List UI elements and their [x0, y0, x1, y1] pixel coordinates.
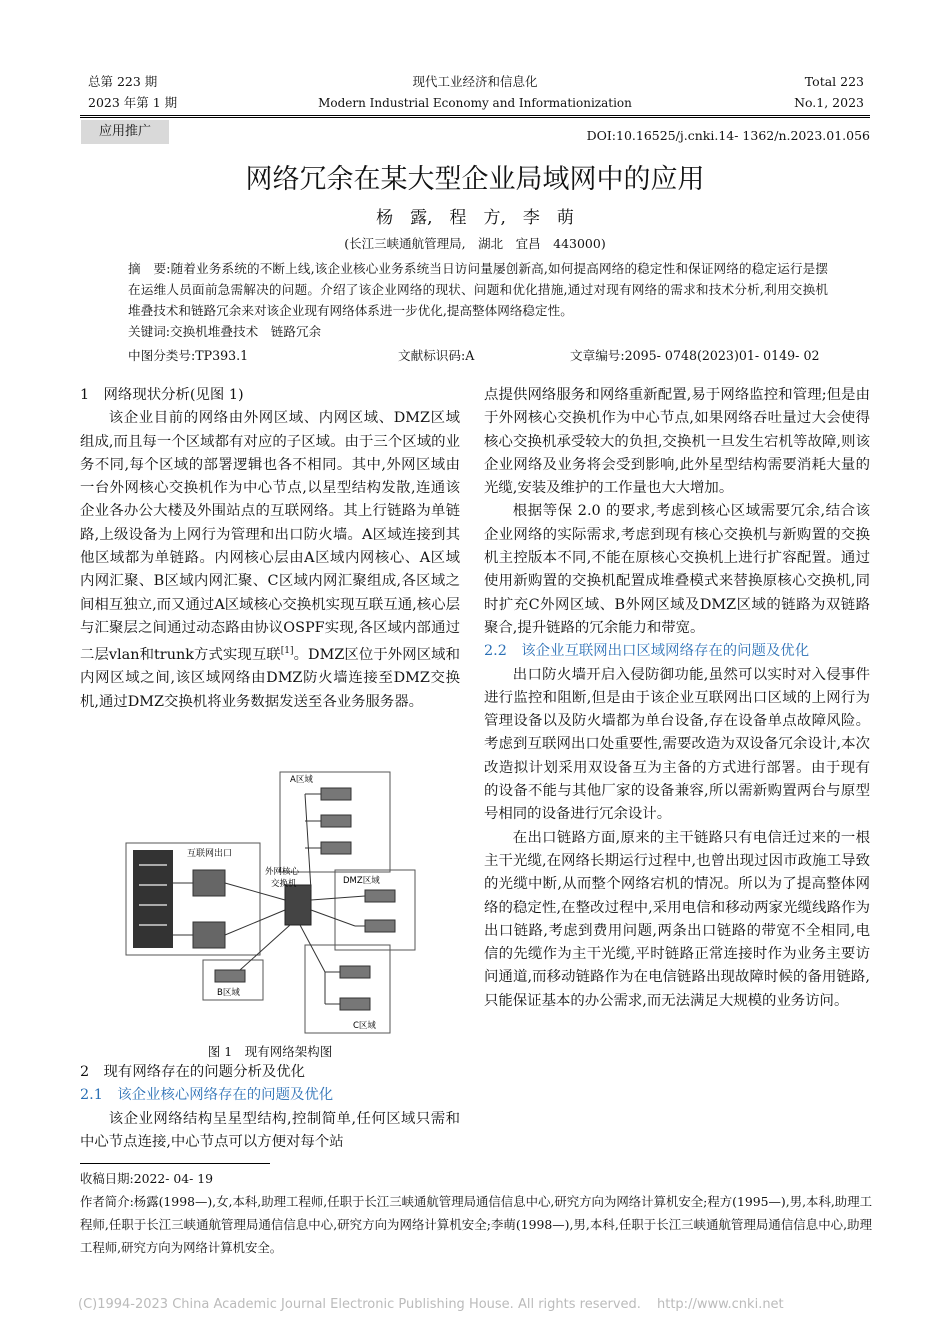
received-date: 收稿日期:2022- 04- 19: [80, 1171, 214, 1186]
journal-name-en: Modern Industrial Economy and Informationization: [318, 96, 632, 110]
section-1-heading: 1 网络现状分析(见图 1): [80, 387, 244, 403]
doi: DOI:10.16525/j.cnki.14- 1362/n.2023.01.056: [586, 128, 870, 143]
switch-icon-c2: [340, 998, 370, 1010]
footnote-rule: [80, 1163, 270, 1164]
header-rule: [80, 115, 870, 116]
journal-name-cn: 现代工业经济和信息化: [412, 74, 538, 89]
network-diagram: [125, 770, 470, 1040]
left-column-lower: [80, 1061, 460, 1154]
keywords: 关键词:交换机堆叠技术 链路冗余: [128, 324, 322, 339]
internet-exit-label: 互联网出口: [187, 849, 233, 859]
section-2-heading: 2 现有网络存在的问题分析及优化: [80, 1064, 306, 1080]
switch-icon-dmz2: [365, 920, 395, 932]
firewall-icon-2: [193, 922, 225, 948]
switch-icon-c1: [340, 966, 370, 978]
article-affiliation: (长江三峡通航管理局, 湖北 宜昌 443000): [344, 236, 606, 251]
section-2-2-heading: 2.2 该企业互联网出口区域网络存在的问题及优化: [484, 643, 810, 660]
switch-icon-a3: [321, 842, 351, 854]
right-column: [484, 384, 870, 1013]
zone-b-label: B区域: [217, 988, 240, 998]
zone-dmz-label: DMZ区域: [343, 876, 380, 886]
switch-icon-dmz1: [365, 890, 395, 902]
article-title: 网络冗余在某大型企业局域网中的应用: [245, 164, 705, 195]
journal-issue-year: 2023 年第 1 期: [88, 95, 178, 110]
document-code: 文献标识码:A: [398, 348, 475, 363]
abstract: 摘 要:随着业务系统的不断上线,该企业核心业务系统当日访问量屡创新高,如何提高网络的稳定性和保证网络的稳定运行是摆在运维人员面前急需解决的问题。介绍了该企业网络的现状、问题和优化措施,通过对现有网络的需求和技术分析,利用交换机堆叠技术和链路冗余来对该企业现有网络体系进一步优化,提高整体网络稳定性。: [128, 261, 828, 318]
core-switch-label-2: 交换机: [271, 879, 297, 889]
right-paragraph-2: 根据等保 2.0 的要求,考虑到核心区域需要冗余,结合该企业网络的实际需求,考虑到现有核心交换机与新购置的交换机主控版本不同,不能在原核心交换机上进行扩容配置。通过使用新购置的交换机配置成堆叠模式来替换原核心交换机,同时扩充C外网区域、B外网区域及DMZ区域的链路为双链路聚合,提升链路的冗余能力和带宽。: [484, 503, 870, 636]
section-1-text: 该企业目前的网络由外网区域、内网区域、DMZ区域组成,而且每一个区域都有对应的子区域。由于三个区域的业务不同,每个区域的部署逻辑也各不相同。其中,外网区域由一台外网核心交换机作为中心节点,以星型结构发散,连通该企业各办公大楼及外围站点的互联网络。其上行链路为单链路,上级设备为上网行为管理和出口防火墙。A区域连接到其他区域都为单链路。内网核心层由A区域内网核心、A区域内网汇聚、B区域内网汇聚、C区域内网汇聚组成,各区域之间相互独立,而又通过A区域核心交换机实现互联互通,核心层与汇聚层之间通过动态路由协议OSPF实现,各区域内部通过二层vlan和trunk方式实现互联: [80, 410, 460, 664]
citation-1[interactable]: [1]: [280, 646, 294, 657]
figure-1: [125, 770, 470, 1040]
zone-a-label: A区域: [290, 775, 313, 785]
switch-icon-a1: [321, 788, 351, 800]
journal-total-en: Total 223: [804, 74, 864, 89]
cnki-url-watermark[interactable]: http://www.cnki.net: [657, 1297, 784, 1312]
section-1-text-tail: 。DMZ区位于外网区域和内网区域之间,该区域网络由DMZ防火墙连接至DMZ交换机,通过DMZ交换机将业务数据发送至各业务服务器。: [80, 647, 461, 710]
section-1-paragraph: [80, 407, 460, 714]
right-paragraph-3: 出口防火墙开启入侵防御功能,虽然可以实时对入侵事件进行监控和阻断,但是由于该企业互联网出口区域的上网行为管理设备以及防火墙都为单台设备,存在设备单点故障风险。考虑到互联网出口处重要性,需要改造为双设备冗余设计,本次改造拟计划采用双设备互为主备的方式进行部署。由于现有的设备不能与其他厂家的设备兼容,所以需新购置两台与原型号相同的设备进行冗余设计。: [484, 666, 870, 823]
column-tag: 应用推广: [81, 120, 169, 144]
article-number: 文章编号:2095- 0748(2023)01- 0149- 02: [570, 348, 820, 363]
clc-number: 中图分类号:TP393.1: [128, 348, 249, 363]
section-2-1-paragraph: 该企业网络结构呈星型结构,控制简单,任何区域只需和中心节点连接,中心节点可以方便对每个站: [80, 1110, 460, 1150]
right-paragraph-4: 在出口链路方面,原来的主干链路只有电信迁过来的一根主干光缆,在网络长期运行过程中,也曾出现过因市政施工导致的光缆中断,从而整个网络宕机的情况。所以为了提高整体网络的稳定性,在整改过程中,采用电信和移动两家光缆线路作为出口链路,考虑到费用问题,两条出口链路的带宽不全相同,电信的先缆作为主干光缆,平时链路正常连接时作为业务主要访问通道,而移动链路作为在电信链路出现故障时候的备用链路,只能保证基本的办公需求,而无法满足大规模的业务访问。: [484, 829, 870, 1009]
journal-issue-en: No.1, 2023: [794, 95, 864, 110]
switch-icon-a2: [321, 815, 351, 827]
figure-caption: 图 1 现有网络架构图: [207, 1044, 333, 1059]
switch-icon-b: [215, 970, 245, 982]
copyright-watermark: (C)1994-2023 China Academic Journal Electronic Publishing House. All rights reserved.: [78, 1297, 641, 1312]
section-2-1-heading: 2.1 该企业核心网络存在的问题及优化: [80, 1087, 334, 1104]
firewall-icon-1: [193, 870, 225, 896]
zone-c-label: C区域: [353, 1021, 376, 1031]
right-paragraph-1: 点提供网络服务和网络重新配置,易于网络监控和管理;但是由于外网核心交换机作为中心节点,如果网络吞吐量过大会使得核心交换机承受较大的负担,交换机一旦发生宕机等故障,则该企业网络及业务将会受到影响,此外星型结构需要消耗大量的光缆,安装及维护的工作量也大大增加。: [484, 387, 870, 497]
article-authors: 杨 露, 程 方, 李 萌: [376, 208, 574, 228]
core-switch-label-1: 外网核心: [265, 867, 300, 877]
journal-issue-total: 总第 223 期: [88, 74, 158, 89]
core-switch-icon: [285, 885, 311, 925]
header-rule-2: [80, 117, 870, 118]
left-column: [80, 384, 460, 714]
author-bio: 作者简介:杨露(1998—),女,本科,助理工程师,任职于长江三峡通航管理局通信信息中心,研究方向为网络计算机安全;程方(1995—),男,本科,助理工程师,任职于长江三峡通航管理局通信信息中心,研究方向为网络计算机安全;李萌(1998—),男,本科,任职于长江三峡通航管理局通信信息中心,助理工程师,研究方向为网络计算机安全。: [80, 1194, 872, 1255]
